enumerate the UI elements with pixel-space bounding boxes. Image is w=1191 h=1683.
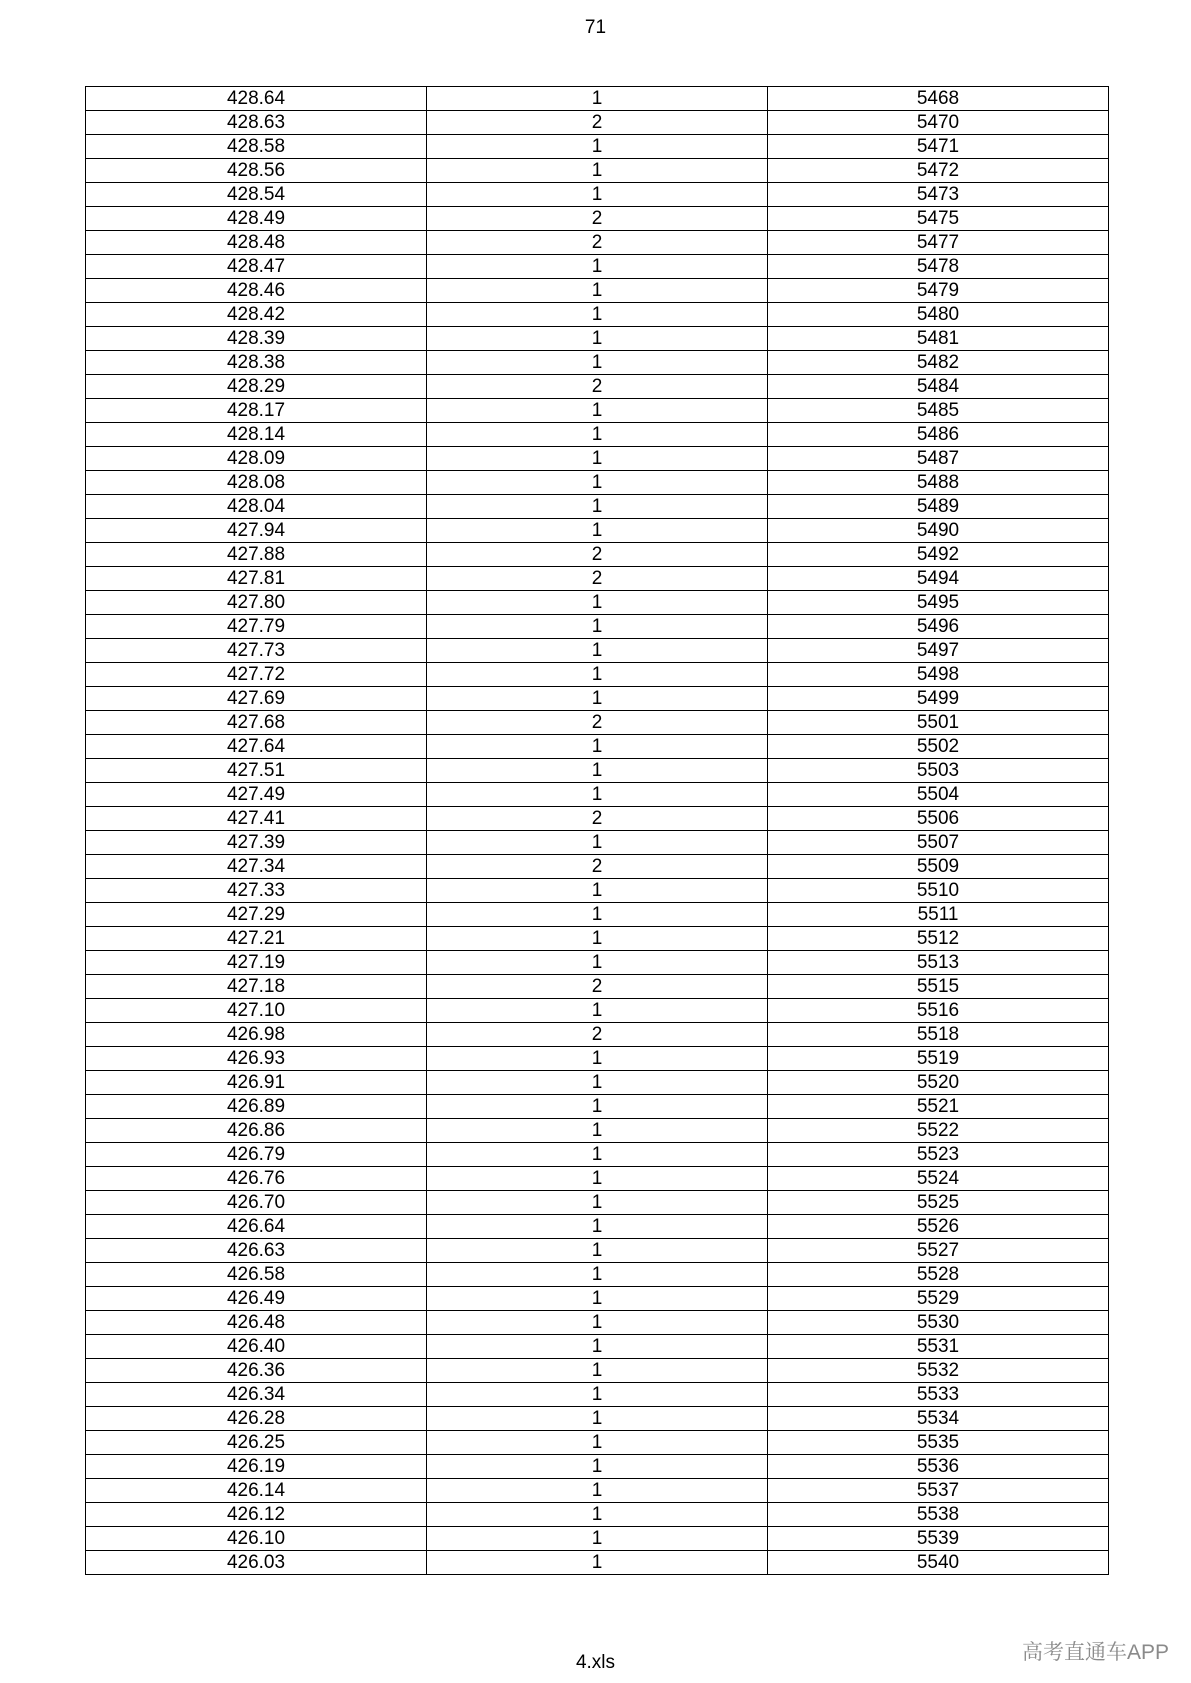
score-cell: 428.54 [86, 183, 427, 207]
score-cell: 426.03 [86, 1551, 427, 1575]
cumulative-cell: 5532 [768, 1359, 1109, 1383]
score-cell: 427.21 [86, 927, 427, 951]
table-row [86, 1311, 1109, 1335]
table-row [86, 447, 1109, 471]
table-row [86, 975, 1109, 999]
score-cell: 428.42 [86, 303, 427, 327]
score-cell: 427.88 [86, 543, 427, 567]
table-row [86, 111, 1109, 135]
cumulative-cell: 5512 [768, 927, 1109, 951]
count-cell: 2 [427, 567, 768, 591]
score-cell: 426.48 [86, 1311, 427, 1335]
cumulative-cell: 5494 [768, 567, 1109, 591]
cumulative-cell: 5528 [768, 1263, 1109, 1287]
score-cell: 426.12 [86, 1503, 427, 1527]
cumulative-cell: 5495 [768, 591, 1109, 615]
table-row [86, 1191, 1109, 1215]
table-row [86, 183, 1109, 207]
table-row [86, 495, 1109, 519]
score-cell: 428.14 [86, 423, 427, 447]
count-cell: 1 [427, 1407, 768, 1431]
cumulative-cell: 5531 [768, 1335, 1109, 1359]
score-cell: 426.28 [86, 1407, 427, 1431]
score-cell: 427.81 [86, 567, 427, 591]
count-cell: 1 [427, 1527, 768, 1551]
score-cell: 426.14 [86, 1479, 427, 1503]
cumulative-cell: 5470 [768, 111, 1109, 135]
cumulative-cell: 5521 [768, 1095, 1109, 1119]
table-row [86, 735, 1109, 759]
count-cell: 1 [427, 1095, 768, 1119]
score-cell: 427.33 [86, 879, 427, 903]
table-row [86, 519, 1109, 543]
count-cell: 1 [427, 471, 768, 495]
table-row [86, 399, 1109, 423]
count-cell: 1 [427, 1551, 768, 1575]
table-row [86, 687, 1109, 711]
count-cell: 1 [427, 327, 768, 351]
cumulative-cell: 5499 [768, 687, 1109, 711]
table-row [86, 87, 1109, 111]
cumulative-cell: 5480 [768, 303, 1109, 327]
table-row [86, 159, 1109, 183]
score-cell: 426.79 [86, 1143, 427, 1167]
table-row [86, 1047, 1109, 1071]
score-cell: 426.91 [86, 1071, 427, 1095]
cumulative-cell: 5472 [768, 159, 1109, 183]
count-cell: 1 [427, 759, 768, 783]
table-row [86, 1335, 1109, 1359]
cumulative-cell: 5540 [768, 1551, 1109, 1575]
score-cell: 426.76 [86, 1167, 427, 1191]
score-cell: 427.18 [86, 975, 427, 999]
count-cell: 1 [427, 903, 768, 927]
table-row [86, 1359, 1109, 1383]
table-row [86, 1143, 1109, 1167]
count-cell: 1 [427, 303, 768, 327]
table-row [86, 1023, 1109, 1047]
count-cell: 1 [427, 1047, 768, 1071]
count-cell: 1 [427, 495, 768, 519]
score-cell: 428.48 [86, 231, 427, 255]
cumulative-cell: 5513 [768, 951, 1109, 975]
count-cell: 1 [427, 1263, 768, 1287]
table-row [86, 1503, 1109, 1527]
table-row [86, 831, 1109, 855]
score-cell: 427.80 [86, 591, 427, 615]
cumulative-cell: 5511 [768, 903, 1109, 927]
score-cell: 426.49 [86, 1287, 427, 1311]
score-cell: 426.36 [86, 1359, 427, 1383]
cumulative-cell: 5468 [768, 87, 1109, 111]
table-row [86, 1263, 1109, 1287]
table-row [86, 567, 1109, 591]
cumulative-cell: 5481 [768, 327, 1109, 351]
table-row [86, 999, 1109, 1023]
count-cell: 1 [427, 663, 768, 687]
cumulative-cell: 5492 [768, 543, 1109, 567]
score-cell: 428.29 [86, 375, 427, 399]
score-cell: 427.94 [86, 519, 427, 543]
cumulative-cell: 5503 [768, 759, 1109, 783]
cumulative-cell: 5471 [768, 135, 1109, 159]
cumulative-cell: 5506 [768, 807, 1109, 831]
table-row [86, 375, 1109, 399]
table-row [86, 663, 1109, 687]
count-cell: 1 [427, 351, 768, 375]
cumulative-cell: 5536 [768, 1455, 1109, 1479]
count-cell: 1 [427, 1215, 768, 1239]
cumulative-cell: 5524 [768, 1167, 1109, 1191]
table-row [86, 1119, 1109, 1143]
table-row [86, 543, 1109, 567]
count-cell: 1 [427, 399, 768, 423]
count-cell: 2 [427, 1023, 768, 1047]
cumulative-cell: 5535 [768, 1431, 1109, 1455]
count-cell: 1 [427, 1311, 768, 1335]
table-row [86, 1383, 1109, 1407]
count-cell: 2 [427, 975, 768, 999]
score-cell: 428.08 [86, 471, 427, 495]
table-row [86, 615, 1109, 639]
score-cell: 428.64 [86, 87, 427, 111]
cumulative-cell: 5533 [768, 1383, 1109, 1407]
cumulative-cell: 5519 [768, 1047, 1109, 1071]
table-row [86, 783, 1109, 807]
table-row [86, 1095, 1109, 1119]
count-cell: 1 [427, 1071, 768, 1095]
count-cell: 1 [427, 1119, 768, 1143]
score-cell: 427.72 [86, 663, 427, 687]
score-cell: 427.34 [86, 855, 427, 879]
cumulative-cell: 5488 [768, 471, 1109, 495]
count-cell: 2 [427, 111, 768, 135]
table-row [86, 207, 1109, 231]
cumulative-cell: 5534 [768, 1407, 1109, 1431]
count-cell: 1 [427, 1167, 768, 1191]
score-cell: 427.10 [86, 999, 427, 1023]
cumulative-cell: 5527 [768, 1239, 1109, 1263]
cumulative-cell: 5516 [768, 999, 1109, 1023]
table-row [86, 471, 1109, 495]
count-cell: 1 [427, 783, 768, 807]
count-cell: 1 [427, 1143, 768, 1167]
count-cell: 1 [427, 183, 768, 207]
cumulative-cell: 5484 [768, 375, 1109, 399]
count-cell: 1 [427, 1359, 768, 1383]
count-cell: 2 [427, 855, 768, 879]
cumulative-cell: 5518 [768, 1023, 1109, 1047]
cumulative-cell: 5475 [768, 207, 1109, 231]
cumulative-cell: 5497 [768, 639, 1109, 663]
cumulative-cell: 5537 [768, 1479, 1109, 1503]
cumulative-cell: 5509 [768, 855, 1109, 879]
score-cell: 427.41 [86, 807, 427, 831]
score-cell: 426.58 [86, 1263, 427, 1287]
cumulative-cell: 5538 [768, 1503, 1109, 1527]
table-row [86, 591, 1109, 615]
score-cell: 426.93 [86, 1047, 427, 1071]
count-cell: 1 [427, 279, 768, 303]
count-cell: 2 [427, 543, 768, 567]
score-cell: 426.34 [86, 1383, 427, 1407]
cumulative-cell: 5510 [768, 879, 1109, 903]
table-row [86, 1287, 1109, 1311]
count-cell: 1 [427, 1455, 768, 1479]
score-cell: 427.64 [86, 735, 427, 759]
table-row [86, 303, 1109, 327]
cumulative-cell: 5479 [768, 279, 1109, 303]
table-row [86, 423, 1109, 447]
table-row [86, 855, 1109, 879]
count-cell: 1 [427, 1335, 768, 1359]
count-cell: 1 [427, 1239, 768, 1263]
table-row [86, 1071, 1109, 1095]
cumulative-cell: 5529 [768, 1287, 1109, 1311]
count-cell: 1 [427, 951, 768, 975]
score-cell: 426.70 [86, 1191, 427, 1215]
count-cell: 2 [427, 231, 768, 255]
score-cell: 427.29 [86, 903, 427, 927]
table-row [86, 255, 1109, 279]
count-cell: 1 [427, 423, 768, 447]
score-cell: 426.89 [86, 1095, 427, 1119]
count-cell: 1 [427, 87, 768, 111]
table-row [86, 1431, 1109, 1455]
count-cell: 2 [427, 711, 768, 735]
count-cell: 1 [427, 519, 768, 543]
table-row [86, 759, 1109, 783]
score-cell: 426.25 [86, 1431, 427, 1455]
count-cell: 2 [427, 807, 768, 831]
score-cell: 426.98 [86, 1023, 427, 1047]
count-cell: 1 [427, 135, 768, 159]
score-cell: 427.73 [86, 639, 427, 663]
footer-filename: 4.xls [575, 1652, 616, 1673]
count-cell: 1 [427, 1431, 768, 1455]
score-cell: 428.56 [86, 159, 427, 183]
score-cell: 428.39 [86, 327, 427, 351]
count-cell: 1 [427, 615, 768, 639]
cumulative-cell: 5485 [768, 399, 1109, 423]
count-cell: 2 [427, 207, 768, 231]
score-cell: 428.04 [86, 495, 427, 519]
cumulative-cell: 5473 [768, 183, 1109, 207]
count-cell: 1 [427, 999, 768, 1023]
count-cell: 1 [427, 879, 768, 903]
count-cell: 1 [427, 927, 768, 951]
count-cell: 1 [427, 639, 768, 663]
score-cell: 428.49 [86, 207, 427, 231]
count-cell: 1 [427, 1383, 768, 1407]
cumulative-cell: 5490 [768, 519, 1109, 543]
cumulative-cell: 5523 [768, 1143, 1109, 1167]
table-row [86, 135, 1109, 159]
table-row [86, 903, 1109, 927]
table-row [86, 1167, 1109, 1191]
count-cell: 1 [427, 1479, 768, 1503]
table-row [86, 1527, 1109, 1551]
score-cell: 426.63 [86, 1239, 427, 1263]
table-row [86, 951, 1109, 975]
score-cell: 428.47 [86, 255, 427, 279]
cumulative-cell: 5478 [768, 255, 1109, 279]
count-cell: 1 [427, 1287, 768, 1311]
score-cell: 428.09 [86, 447, 427, 471]
score-cell: 427.19 [86, 951, 427, 975]
cumulative-cell: 5539 [768, 1527, 1109, 1551]
score-cell: 427.51 [86, 759, 427, 783]
table-row [86, 1479, 1109, 1503]
score-cell: 428.58 [86, 135, 427, 159]
table-row [86, 927, 1109, 951]
count-cell: 1 [427, 1191, 768, 1215]
count-cell: 1 [427, 735, 768, 759]
cumulative-cell: 5487 [768, 447, 1109, 471]
page-number: 71 [584, 17, 607, 38]
table-row [86, 231, 1109, 255]
table-row [86, 1551, 1109, 1575]
score-cell: 428.38 [86, 351, 427, 375]
count-cell: 2 [427, 375, 768, 399]
score-cell: 426.10 [86, 1527, 427, 1551]
table-row [86, 879, 1109, 903]
cumulative-cell: 5522 [768, 1119, 1109, 1143]
count-cell: 1 [427, 591, 768, 615]
table-row [86, 1455, 1109, 1479]
count-cell: 1 [427, 1503, 768, 1527]
score-cell: 428.17 [86, 399, 427, 423]
score-cell: 428.46 [86, 279, 427, 303]
cumulative-cell: 5501 [768, 711, 1109, 735]
cumulative-cell: 5507 [768, 831, 1109, 855]
table-row [86, 327, 1109, 351]
score-cell: 428.63 [86, 111, 427, 135]
score-cell: 427.49 [86, 783, 427, 807]
score-cell: 426.40 [86, 1335, 427, 1359]
count-cell: 1 [427, 447, 768, 471]
cumulative-cell: 5530 [768, 1311, 1109, 1335]
cumulative-cell: 5486 [768, 423, 1109, 447]
cumulative-cell: 5489 [768, 495, 1109, 519]
table-row [86, 1239, 1109, 1263]
table-row [86, 351, 1109, 375]
score-cell: 426.64 [86, 1215, 427, 1239]
score-cell: 426.19 [86, 1455, 427, 1479]
score-cell: 427.79 [86, 615, 427, 639]
cumulative-cell: 5525 [768, 1191, 1109, 1215]
count-cell: 1 [427, 687, 768, 711]
table-row [86, 1407, 1109, 1431]
table-row [86, 639, 1109, 663]
cumulative-cell: 5504 [768, 783, 1109, 807]
cumulative-cell: 5502 [768, 735, 1109, 759]
score-cell: 426.86 [86, 1119, 427, 1143]
count-cell: 1 [427, 255, 768, 279]
cumulative-cell: 5498 [768, 663, 1109, 687]
table-row [86, 711, 1109, 735]
cumulative-cell: 5515 [768, 975, 1109, 999]
table-row [86, 279, 1109, 303]
cumulative-cell: 5520 [768, 1071, 1109, 1095]
score-table [85, 86, 1109, 1575]
cumulative-cell: 5482 [768, 351, 1109, 375]
cumulative-cell: 5526 [768, 1215, 1109, 1239]
score-table-body [86, 87, 1109, 1575]
table-row [86, 1215, 1109, 1239]
score-cell: 427.68 [86, 711, 427, 735]
watermark: 高考直通车APP [1021, 1641, 1169, 1664]
cumulative-cell: 5496 [768, 615, 1109, 639]
count-cell: 1 [427, 831, 768, 855]
score-cell: 427.69 [86, 687, 427, 711]
cumulative-cell: 5477 [768, 231, 1109, 255]
table-row [86, 807, 1109, 831]
count-cell: 1 [427, 159, 768, 183]
score-cell: 427.39 [86, 831, 427, 855]
